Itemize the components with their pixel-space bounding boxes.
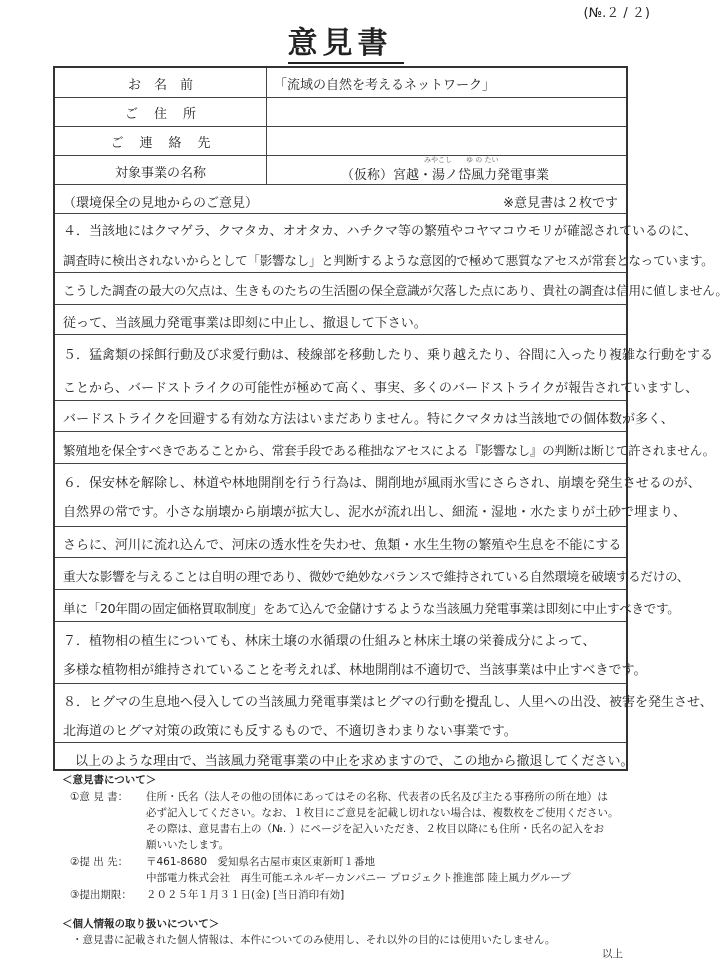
about-item3-label: ③提出期限：: [70, 889, 132, 901]
project-ruby-miyakoshi: みやこし: [424, 156, 452, 164]
about-item3-line: ２０２５年１月３１日(金) [当日消印有効]: [146, 889, 345, 901]
opinion-line: 繁殖地を保全すべきであることから、常套手段である稚拙なアセスによる『影響なし』の判断は断じて許されません。: [63, 443, 715, 458]
opinion-line: ことから、バードストライクの可能性が極めて高く、事実、多くのバードストライクが報告されていますし、: [63, 381, 699, 396]
privacy-heading: ＜個人情報の取り扱いについて＞: [62, 918, 220, 930]
project-value: （仮称）宮越・湯ノ岱風力発電事業: [341, 168, 550, 183]
about-item2-label: ②提 出 先：: [70, 856, 129, 868]
opinion-closing-line: 以上のような理由で、当該風力発電事業の中止を求めますので、この地から撤退してください。: [75, 754, 634, 769]
opinion-line: 従って、当該風力発電事業は即刻に中止し、撤退して下さい。: [63, 316, 427, 331]
privacy-line: ・意見書に記載された個人情報は、本件についてのみ使用し、それ以外の目的には使用いたしません。: [72, 934, 556, 946]
about-item1-line: 願いいたします。: [146, 839, 230, 851]
opinion-line: ６．保安林を解除し、林道や林地開削を行う行為は、開削地が風雨氷雪にさらされ、崩壊を発生させるのが、: [63, 476, 701, 491]
name-value[interactable]: 「流域の自然を考えるネットワーク」: [274, 78, 496, 93]
opinion-heading: （環境保全の見地からのご意見）: [63, 196, 259, 211]
end-mark: 以上: [602, 948, 623, 960]
opinion-line: 北海道のヒグマ対策の政策にも反するもので、不適切きわまりない事業です。: [63, 724, 517, 739]
address-label: ご住所: [124, 107, 212, 122]
opinion-line: 単に「20年間の固定価格買取制度」をあて込んで金儲けするような当該風力発電事業は即刻に中止すべきです。: [63, 601, 680, 616]
project-label: 対象事業の名称: [114, 166, 206, 181]
about-item1-line: その際は、意見書右上の（№. ）にページを記入いただき、２枚目以降にも住所・氏名の記入をお: [146, 823, 604, 835]
about-item2-line: 〒461-8680 愛知県名古屋市東区東新町１番地: [146, 856, 376, 868]
opinion-line: ８．ヒグマの生息地へ侵入しての当該風力発電事業はヒグマの行動を攪乱し、人里への出没、被害を発生させ、: [63, 695, 713, 710]
opinion-line: 重大な影響を与えることは自明の理であり、微妙で絶妙なバランスで維持されている自然環境を破壊するだけの、: [63, 569, 690, 584]
opinion-line: ５．猛禽類の採餌行動及び求愛行動は、稜線部を移動したり、乗り越えたり、谷間に入ったり複雑な行動をする: [63, 348, 714, 363]
opinion-line: ７．植物相の植生についても、林床土壌の水循環の仕組みと林床土壌の栄養成分によって、: [63, 634, 596, 649]
opinion-line: 調査時に検出されないからとして「影響なし」と判断するような意図的で極めて悪質なアセスが常套となっています。: [63, 253, 714, 268]
page-number: (№.２ / ２): [583, 6, 650, 21]
opinion-sheet-note: ※意見書は２枚です: [503, 196, 618, 211]
project-ruby-yunotai: ゆ の たい: [466, 156, 499, 164]
opinion-line: こうした調査の最大の欠点は、生きものたちの生活圏の保全意識が欠落した点にあり、貴社の調査は信用に値しません。: [63, 283, 728, 298]
about-item1-line: 必ず記入してください。なお、１枚目にご意見を記載し切れない場合は、複数枚をご使用ください。: [146, 807, 619, 819]
name-label: お 名 前: [127, 78, 193, 93]
page-title: 意見書: [287, 26, 393, 61]
about-item2-line: 中部電力株式会社 再生可能エネルギーカンパニー プロジェクト推進部 陸上風力グループ: [146, 872, 571, 884]
opinion-line: ４．当該地にはクマゲラ、クマタカ、オオタカ、ハチクマ等の繁殖やコヤマコウモリが確認されているのに、: [63, 224, 698, 239]
about-item1-line: 住所・氏名（法人その他の団体にあってはその名称、代表者の氏名及び主たる事務所の所在地）は: [146, 791, 608, 803]
opinion-line: さらに、河川に流れ込んで、河床の透水性を失わせ、魚類・水生生物の繁殖や生息を不能にする: [63, 538, 622, 553]
about-item1-label: ①意 見 書：: [70, 791, 129, 803]
about-heading: ＜意見書について＞: [62, 774, 157, 786]
opinion-line: 多様な植物相が維持されていることを考えれば、林地開削は不適切で、当該事業は中止すべきです。: [63, 663, 647, 678]
contact-label: ご連絡先: [110, 136, 227, 151]
opinion-line: 自然界の常です。小さな崩壊から崩壊が拡大し、泥水が流れ出し、細流・湿地・水たまりが土砂で埋まり、: [63, 505, 686, 520]
opinion-line: バードストライクを回避する有効な方法はいまだありません。特にクマタカは当該地での個体数が多く、: [63, 412, 674, 427]
